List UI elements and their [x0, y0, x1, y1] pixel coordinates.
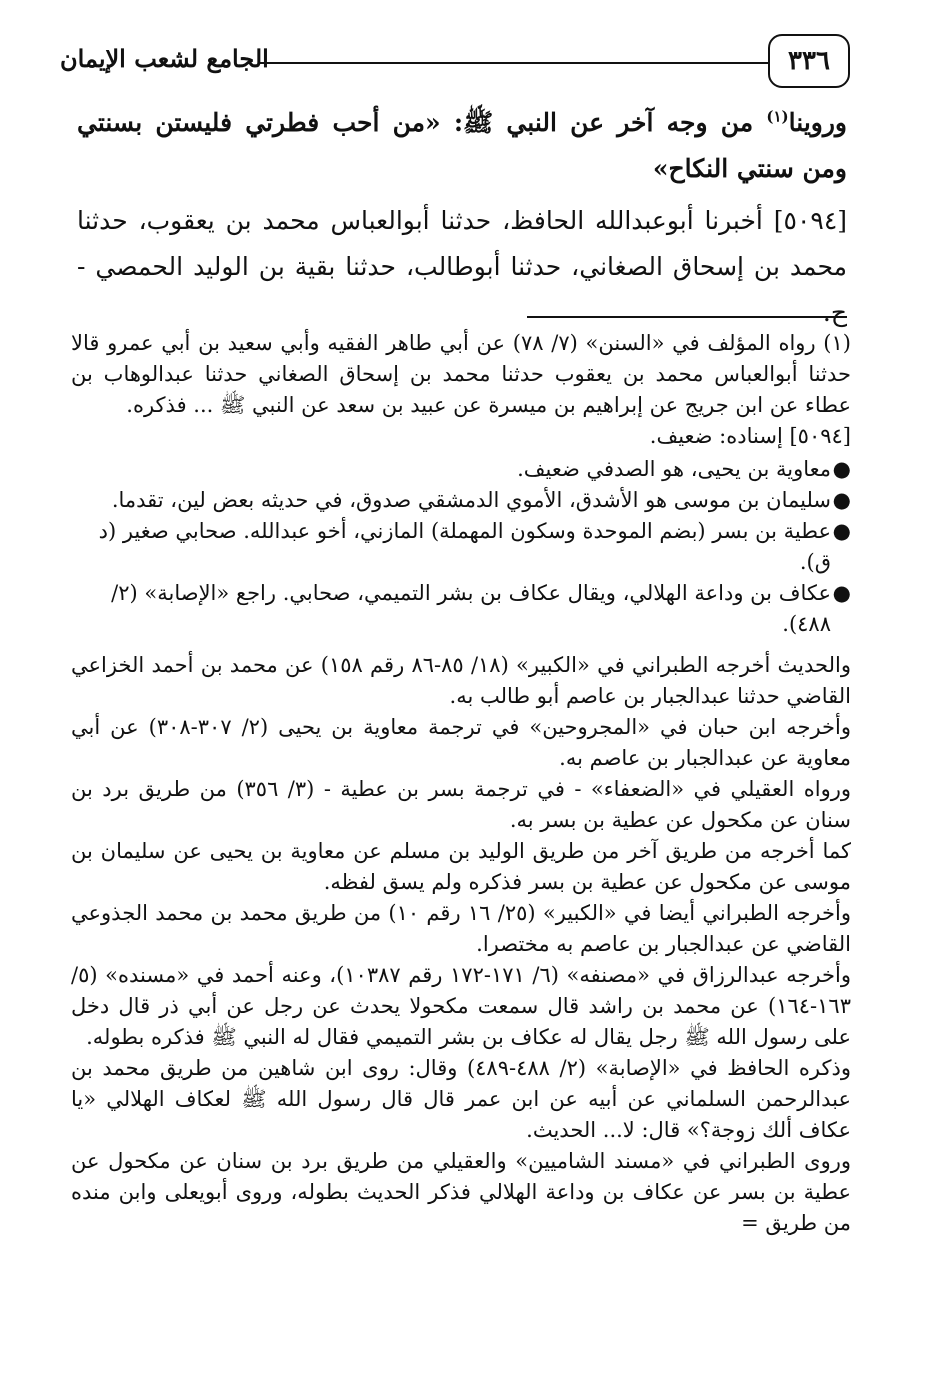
isnad-text: أخبرنا أبوعبدالله الحافظ، حدثنا أبوالعباس محمد بن يعقوب، حدثنا محمد بن إسحاق الصغاني، حدثنا أبوطالب، حدثنا بقية بن الوليد الحمصي - ح.	[77, 206, 847, 327]
header-rule	[260, 62, 770, 64]
grading-text: إسناده: ضعيف.	[649, 424, 783, 448]
takhrij-paragraph: وأخرجه عبدالرزاق في «مصنفه» (٦/ ١٧١-١٧٢ رقم ١٠٣٨٧)، وعنه أحمد في «مسنده» (٥/ ١٦٣-١٦٤) عن محمد بن راشد قال سمعت مكحولا يحدث عن رجل عن أبي ذر قال دخل على رسول الله ﷺ رجل يقال له عكاف بن بشر التميمي فقال له النبي ﷺ فذكره بطوله.	[71, 963, 851, 1049]
footnote-ref: (١)	[766, 107, 789, 126]
hadith-paragraph	[77, 100, 847, 192]
narrator-list	[71, 454, 851, 640]
list-item-text: سليمان بن موسى هو الأشدق، الأموي الدمشقي صدوق، في حديثه بعض لين، تقدما.	[111, 488, 831, 512]
takhrij-paragraph: ورواه العقيلي في «الضعفاء» - في ترجمة بسر بن عطية - (٣/ ٣٥٦) من طريق برد بن سنان عن مكحول عن عطية بن بسر به.	[71, 777, 851, 832]
list-item-text: عكاف بن وداعة الهلالي، ويقال عكاف بن بشر التميمي، صحابي. راجع «الإصابة» (٢/ ٤٨٨).	[111, 581, 831, 636]
grading-ref-number: [٥٠٩٤]	[789, 424, 851, 448]
list-item-text: معاوية بن يحيى، هو الصدفي ضعيف.	[517, 457, 831, 481]
footnote-1	[71, 328, 851, 421]
list-item	[71, 516, 851, 578]
bullet-icon: ●	[832, 581, 851, 605]
main-text	[77, 100, 847, 336]
bullet-icon: ●	[832, 519, 851, 543]
takhrij-paragraph: وروى الطبراني في «مسند الشاميين» والعقيلي من طريق برد بن سنان عن مكحول عن عطية بن بسر عن عكاف بن وداعة الهلالي فذكر الحديث بطوله، وروى أبويعلى وابن منده من طريق =	[71, 1149, 851, 1235]
takhrij-paragraph: وذكره الحافظ في «الإصابة» (٢/ ٤٨٨-٤٨٩) وقال: روى ابن شاهين من طريق محمد بن عبدالرحمن السلماني عن أبيه عن ابن عمر قال قال رسول الله ﷺ لعكاف الهلالي «يا عكاف ألك زوجة؟» قال: لا... الحديث.	[71, 1056, 851, 1142]
page-number: ٣٣٦	[768, 34, 850, 88]
isnad-number: [٥٠٩٤]	[773, 206, 848, 235]
list-item-text: عطية بن بسر (بضم الموحدة وسكون المهملة) المازني، أخو عبدالله. صحابي صغير (د ق).	[98, 519, 831, 574]
takhrij-paragraph: والحديث أخرجه الطبراني في «الكبير» (١٨/ ٨٥-٨٦ رقم ١٥٨) عن محمد بن أحمد الخزاعي القاضي حدثنا عبدالجبار بن عاصم أبو طالب به.	[71, 653, 851, 708]
grading-line	[71, 421, 851, 452]
list-item	[71, 454, 851, 485]
page-header	[60, 34, 850, 90]
footnote-1-label: (١)	[823, 331, 851, 355]
footnote-divider	[527, 316, 847, 318]
footnote-1-text: رواه المؤلف في «السنن» (٧/ ٧٨) عن أبي طاهر الفقيه وأبي سعيد بن أبي عمرو قالا حدثنا أبوالعباس محمد بن يعقوب حدثنا محمد بن إسحاق الصغاني حدثنا عبدالوهاب بن عطاء عن ابن جريج عن إبراهيم بن ميسرة عن عبيد بن سعد عن النبي ﷺ ... فذكره.	[71, 331, 851, 417]
book-title: الجامع لشعب الإيمان	[60, 44, 269, 73]
bullet-icon: ●	[832, 457, 851, 481]
takhrij-paragraph: وأخرجه الطبراني أيضا في «الكبير» (٢٥/ ١٦ رقم ١٠) من طريق محمد بن محمد الجذوعي القاضي عن عبدالجبار بن عاصم به مختصرا.	[71, 901, 851, 956]
hadith-text: من وجه آخر عن النبي ﷺ: «من أحب فطرتي فليستن بسنتي ومن سنتي النكاح»	[77, 108, 847, 183]
footnotes-section	[71, 328, 851, 1239]
takhrij-paragraph: كما أخرجه من طريق آخر من طريق الوليد بن مسلم عن معاوية بن يحيى عن سليمان بن موسى عن مكحول عن عطية بن بسر فذكره ولم يسق لفظه.	[71, 839, 851, 894]
intro-text: وروينا	[788, 108, 847, 137]
bullet-icon: ●	[832, 488, 851, 512]
list-item	[71, 578, 851, 640]
list-item	[71, 485, 851, 516]
takhrij-paragraph: وأخرجه ابن حبان في «المجروحين» في ترجمة معاوية بن يحيى (٢/ ٣٠٧-٣٠٨) عن أبي معاوية عن عبدالجبار بن عاصم به.	[71, 715, 851, 770]
